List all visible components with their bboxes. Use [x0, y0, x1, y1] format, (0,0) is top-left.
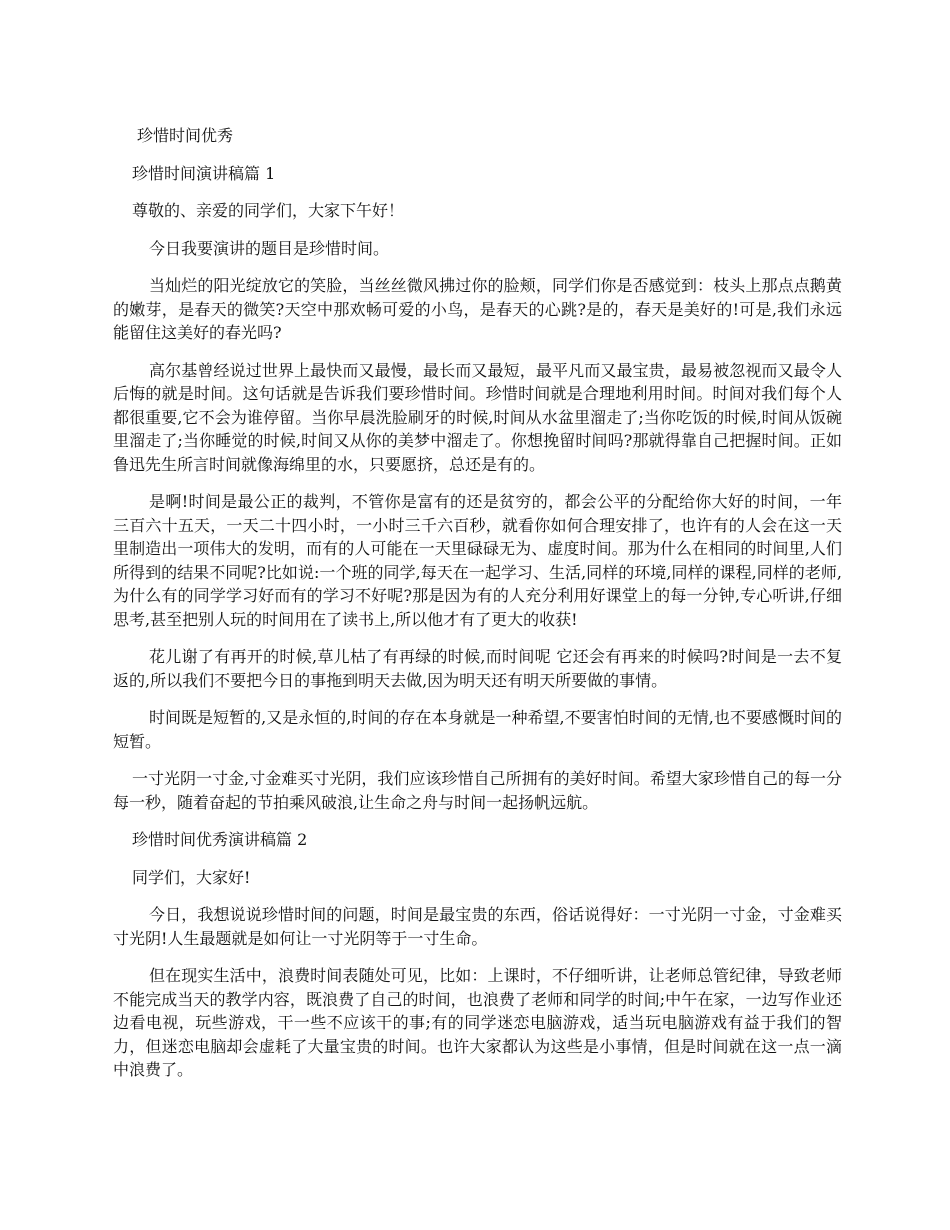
- section-1-paragraph-4: 是啊!时间是最公正的裁判，不管你是富有的还是贫穷的，都会公平的分配给你大好的时间，一年三百六十五天，一天二十四小时，一小时三千六百秒，就看你如何合理安排了，也许有的人会在这一天里制造出一项伟大的发明，而有的人可能在一天里碌碌无为、虚度时间。那为什么在相同的时间里,人们所得到的结果不同呢?比如说:一个班的同学,每天在一起学习、生活,同样的环境,同样的课程,同样的老师,为什么有的同学学习好而有的学习不好呢?那是因为有的人充分利用好课堂上的每一分钟,专心听讲,仔细思考,甚至把别人玩的时间用在了读书上,所以他才有了更大的收获!: [113, 492, 842, 629]
- section-2-greeting: 同学们，大家好!: [132, 867, 251, 887]
- section-2-paragraph-1: 今日，我想说说珍惜时间的问题，时间是最宝贵的东西，俗话说得好：一寸光阴一寸金，寸金难买寸光阴!人生最题就是如何让一寸光阴等于一寸生命。: [113, 905, 842, 948]
- section-1-paragraph-3: 高尔基曾经说过世界上最快而又最慢，最长而又最短，最平凡而又最宝贵，最易被忽视而又最令人后悔的就是时间。这句话就是告诉我们要珍惜时间。珍惜时间就是合理地利用时间。时间对我们每个人都很重要,它不会为谁停留。当你早晨洗脸刷牙的时候,时间从水盆里溜走了;当你吃饭的时候,时间从饭碗里溜走了;当你睡觉的时候,时间又从你的美梦中溜走了。你想挽留时间吗?那就得靠自己把握时间。正如鲁迅先生所言时间就像海绵里的水，只要愿挤，总还是有的。: [113, 360, 842, 474]
- section-1-paragraph-2: 当灿烂的阳光绽放它的笑脸，当丝丝微风拂过你的脸颊，同学们你是否感觉到：枝头上那点点鹅黄的嫩芽，是春天的微笑?天空中那欢畅可爱的小鸟，是春天的心跳?是的，春天是美好的!可是,我们永远能留住这美好的春光吗?: [113, 276, 842, 342]
- section-1-heading: 珍惜时间演讲稿篇 1: [132, 163, 276, 183]
- section-2-heading: 珍惜时间优秀演讲稿篇 2: [132, 830, 308, 849]
- section-2-paragraph-2: 但在现实生活中，浪费时间表随处可见，比如：上课时，不仔细听讲，让老师总管纪律，导致老师不能完成当天的教学内容，既浪费了自己的时间，也浪费了老师和同学的时间;中午在家，一边写作业还边看电视，玩些游戏，干一些不应该干的事;有的同学迷恋电脑游戏，适当玩电脑游戏有益于我们的智力，但迷恋电脑却会虚耗了大量宝贵的时间。也许大家都认为这些是小事情，但是时间就在这一点一滴中浪费了。: [113, 966, 842, 1079]
- section-1-closing: 一寸光阴一寸金,寸金难买寸光阴，我们应该珍惜自己所拥有的美好时间。希望大家珍惜自己的每一分每一秒，随着奋起的节拍乘风破浪,让生命之舟与时间一起扬帆远航。: [113, 769, 842, 812]
- section-1-paragraph-6: 时间既是短暂的,又是永恒的,时间的存在本身就是一种希望,不要害怕时间的无情,也不要感慨时间的短暂。: [113, 708, 842, 751]
- document-title: 珍惜时间优秀: [137, 126, 234, 145]
- section-1-paragraph-1: 今日我要演讲的题目是珍惜时间。: [149, 238, 390, 258]
- section-1-paragraph-5: 花儿谢了有再开的时候,草儿枯了有再绿的时候,而时间呢 它还会有再来的时候吗?时间是一去不复返的,所以我们不要把今日的事拖到明天去做,因为明天还有明天所要做的事情。: [113, 647, 842, 690]
- section-1-greeting: 尊敬的、亲爱的同学们，大家下午好！: [132, 201, 405, 220]
